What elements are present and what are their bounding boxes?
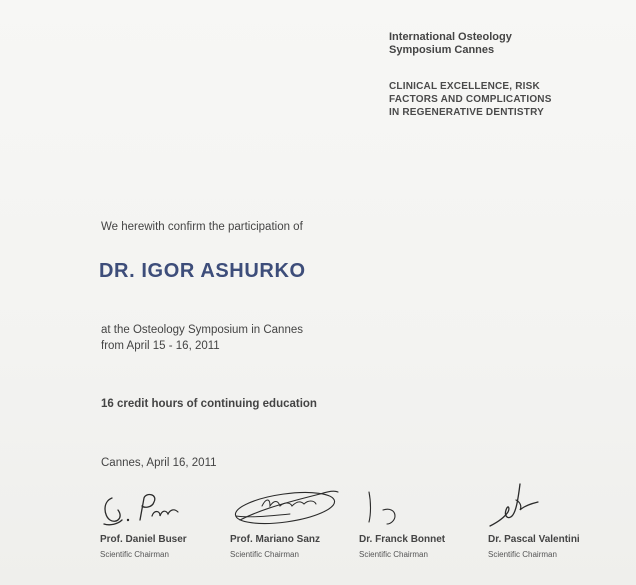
- signer-name: Dr. Franck Bonnet: [359, 534, 446, 545]
- signer-role: Scientific Chairman: [230, 550, 299, 559]
- certificate-header: [389, 31, 629, 119]
- signature-bonnet: [359, 480, 479, 534]
- signer-role: Scientific Chairman: [488, 550, 557, 559]
- place-date: Cannes, April 16, 2011: [101, 457, 217, 469]
- signature-sanz: [230, 480, 350, 534]
- credit-hours-text: 16 credit hours of continuing education: [101, 398, 317, 410]
- signer-name: Dr. Pascal Valentini: [488, 534, 580, 545]
- event-name: International Osteology Symposium Cannes: [389, 31, 512, 56]
- signer-role: Scientific Chairman: [100, 550, 169, 559]
- signer-name: Prof. Mariano Sanz: [230, 534, 321, 545]
- participant-name: DR. IGOR ASHURKO: [99, 260, 306, 282]
- signature-valentini: [488, 480, 608, 534]
- signature-buser: [100, 480, 220, 534]
- confirmation-text: We herewith confirm the participation of: [101, 221, 303, 233]
- event-topic: CLINICAL EXCELLENCE, RISK FACTORS AND COMPLICATIONS IN REGENERATIVE DENTISTRY: [389, 81, 552, 118]
- signer-role: Scientific Chairman: [359, 550, 428, 559]
- signer-name: Prof. Daniel Buser: [100, 534, 187, 545]
- venue-text: at the Osteology Symposium in Cannes from April 15 - 16, 2011: [101, 324, 303, 352]
